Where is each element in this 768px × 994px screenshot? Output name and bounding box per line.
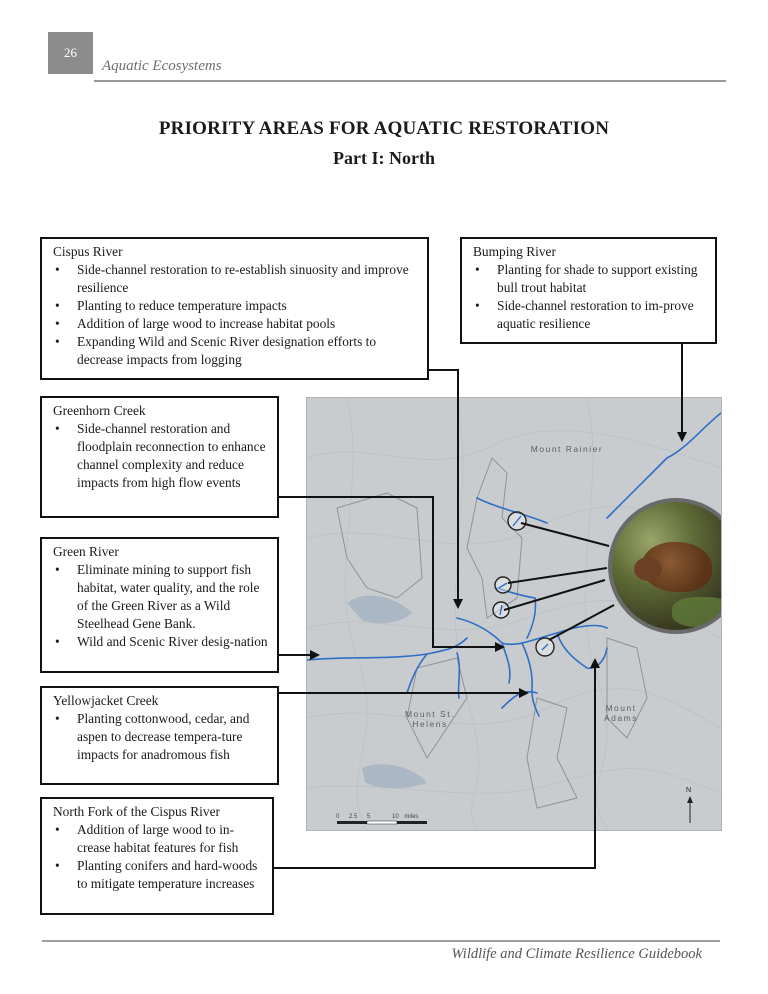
label-adams-line2: Adams [604,713,638,723]
callout-heading: Bumping River [473,244,556,259]
callout-bullet: • Planting for shade to support existing bull trout habitat [497,261,707,297]
callout-bullet: • Wild and Scenic River desig-nation [77,633,269,651]
callout-bullet: • Planting conifers and hard-woods to mitigate temperature increases [77,857,264,893]
callout-heading: Greenhorn Creek [53,403,146,418]
label-adams-line1: Mount [605,703,637,713]
scale-unit: miles [404,814,419,820]
callout-bullet: • Addition of large wood to increase habitat pools [77,315,419,333]
north-label: N [686,787,692,794]
callout-bullet: • Planting cottonwood, cedar, and aspen to decrease tempera-ture impacts for anadromous fish [77,710,269,764]
label-mount-rainier: Mount Rainier [530,444,604,454]
footer-rule [42,940,720,942]
callout-bullet: • Addition of large wood to in-crease habitat features for fish [77,821,264,857]
label-st-helens-line2: Helens [412,719,448,729]
callout-bullet: • Expanding Wild and Scenic River designation efforts to decrease impacts from logging [77,333,419,369]
scale-tick: 2.5 [349,814,358,820]
page-subtitle: Part I: North [333,148,435,168]
callout-heading: Yellowjacket Creek [53,693,159,708]
callout-heading: Green River [53,544,119,559]
page-title: PRIORITY AREAS FOR AQUATIC RESTORATION [158,118,610,139]
footer-title: Wildlife and Climate Resilience Guidebook [451,946,702,962]
scale-tick: 10 [392,814,399,820]
callout-bullet: • Side-channel restoration and floodplain reconnection to enhance channel complexity and reduce impacts from high flow events [77,420,269,492]
callout-heading: North Fork of the Cispus River [53,804,221,819]
callout-bullet: • Eliminate mining to support fish habitat, water quality, and the role of the Green River as a Wild Steelhead Gene Bank. [77,561,269,633]
scale-tick: 0 [336,814,340,820]
page-number: 26 [48,32,93,74]
callout-bullet: • Side-channel restoration to re-establish sinuosity and improve resilience [77,261,419,297]
callout-bullet: • Planting to reduce temperature impacts [77,297,419,315]
callout-bullet: • Side-channel restoration to im-prove aquatic resilience [497,297,707,333]
scale-tick: 5 [367,814,371,820]
section-title: Aquatic Ecosystems [102,58,222,74]
callout-heading: Cispus River [53,244,123,259]
label-st-helens-line1: Mount St. [405,709,455,719]
